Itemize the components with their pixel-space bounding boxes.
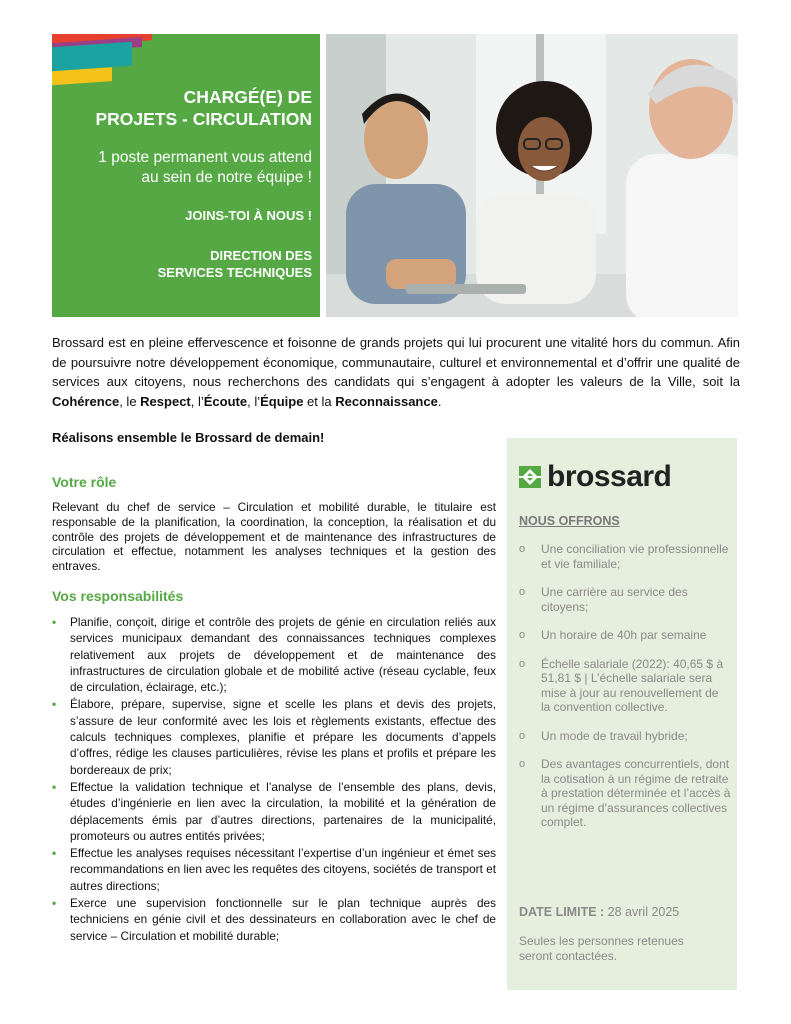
responsibilities-heading: Vos responsabilités	[52, 587, 184, 604]
list-item	[52, 895, 496, 944]
hero-title-block	[52, 34, 320, 317]
job-title	[57, 86, 312, 130]
intro-sep: et la	[303, 393, 336, 409]
intro-text: Brossard est en pleine effervescence et foisonne de grands projets qui lui procurent une vitalité hors du commun. Afin de poursuivre notre développement économique, communautaire, culturel et environnemental et d’offrir une qualité de services aux citoyens, nous recherchons des candidats qui s’engagent à adopter les valeurs de la Ville, soit la	[52, 335, 740, 389]
job-details	[52, 474, 496, 945]
list-item-text: Effectue les analyses requises nécessitant l’expertise d’un ingénieur et émet ses recommandations en lien avec les requêtes des citoyens, sociétés de transport et autres directions;	[70, 846, 496, 893]
role-description: Relevant du chef de service – Circulation et mobilité durable, le titulaire est responsable de la planification, la coordination, la conception, la réalisation et du contrôle des projets de développement et de maintenance des infrastructures de circulation et effectue, notamment les analyses techniques et la gestion des entraves.	[52, 500, 496, 574]
list-item-text: Effectue la validation technique et l’analyse de l’ensemble des plans, devis, études d’ingénierie en lien avec la circulation, la mobilité et la génération de déplacements émis par d’autres directions, partenaires de la municipalité, promoteurs ou autres entités privées;	[70, 779, 496, 843]
brossard-logo-icon	[519, 466, 541, 488]
bullet-icon: •	[52, 697, 57, 712]
hero-text	[57, 86, 312, 281]
offers-list	[519, 542, 731, 844]
list-item-text: Exerce une supervision fonctionnelle sur le plan technique auprès des techniciens en génie civil et des dessinateurs en collaboration avec le chef de service – Circulation et mobilité durable;	[70, 896, 496, 943]
circle-bullet-icon: o	[519, 586, 526, 598]
circle-bullet-icon: o	[519, 629, 526, 641]
list-item	[52, 779, 496, 844]
selection-note: Seules les personnes retenues seront contactées.	[519, 934, 684, 963]
circle-bullet-icon: o	[519, 758, 526, 770]
offer-heading: NOUS OFFRONS	[519, 514, 620, 528]
list-item	[52, 614, 496, 695]
list-item-text: Une conciliation vie professionnelle et vie familiale;	[541, 542, 729, 571]
tagline: Réalisons ensemble le Brossard de demain!	[52, 430, 325, 445]
list-item	[52, 845, 496, 894]
deadline-value: 28 avril 2025	[607, 905, 680, 919]
intro-paragraph	[52, 333, 740, 411]
value-coherence: Cohérence	[52, 393, 120, 409]
department-line2: SERVICES TECHNIQUES	[157, 265, 312, 280]
join-us-callout: JOINS-TOI À NOUS !	[185, 208, 312, 223]
hero-subtitle-line1: 1 poste permanent vous attend	[98, 149, 312, 166]
hero-subtitle	[57, 148, 312, 188]
bullet-icon: •	[52, 846, 57, 861]
deadline-label: DATE LIMITE :	[519, 905, 605, 919]
responsibilities-list	[52, 614, 496, 944]
team-photo-illustration	[326, 34, 738, 317]
list-item	[519, 757, 731, 830]
list-item	[519, 542, 731, 571]
department-line1: DIRECTION DES	[210, 248, 312, 263]
list-item	[52, 696, 496, 777]
circle-bullet-icon: o	[519, 729, 526, 742]
value-reconnaissance: Reconnaissance	[335, 393, 438, 409]
job-title-line2: PROJETS - CIRCULATION	[95, 109, 312, 129]
intro-end: .	[437, 393, 442, 409]
value-equipe: Équipe	[260, 393, 304, 409]
brossard-logo-text: brossard	[547, 460, 672, 493]
role-heading: Votre rôle	[52, 474, 117, 490]
list-item-text: Élabore, prépare, supervise, signe et scelle les plans et devis des projets, s’assure de leur conformité avec les lois et règlements existants, effectue des calculs techniques complexes, planifie et prépare les documents d’appels d’offres, rédige les clauses particulières, révise les plans et profils et prépare les bordereaux de prix;	[70, 697, 496, 777]
list-item-text: Planifie, conçoit, dirige et contrôle des projets de génie en circulation reliés aux services municipaux demandant des connaissances techniques complexes relativement aux projets de développement et de maintenance des infrastructures de circulation globale et de mobilité active (réseau cyclable, feux de circulation, éclairage, etc.);	[70, 614, 496, 695]
list-item	[519, 585, 731, 614]
value-ecoute: Écoute	[203, 393, 248, 409]
bullet-icon: •	[52, 896, 57, 911]
team-photo	[326, 34, 738, 317]
bullet-icon: •	[52, 614, 57, 629]
circle-bullet-icon: o	[519, 543, 526, 555]
bullet-icon: •	[52, 779, 57, 794]
department-name	[57, 247, 312, 281]
list-item	[519, 729, 731, 744]
brossard-logo	[519, 460, 672, 493]
list-item-text: Un mode de travail hybride;	[541, 728, 688, 743]
intro-sep: , l’	[190, 393, 204, 409]
hero-banner	[52, 34, 738, 317]
circle-bullet-icon: o	[519, 657, 526, 670]
deadline	[519, 905, 679, 919]
hero-subtitle-line2: au sein de notre équipe !	[141, 169, 312, 186]
offer-panel	[507, 438, 737, 990]
job-title-line1: CHARGÉ(E) DE	[183, 87, 312, 107]
decorative-stripe	[52, 67, 112, 86]
list-item	[519, 628, 731, 643]
list-item-text: Une carrière au service des citoyens;	[541, 585, 688, 614]
intro-sep: , l’	[247, 393, 261, 409]
value-respect: Respect	[140, 393, 191, 409]
list-item-text: Un horaire de 40h par semaine	[541, 628, 707, 642]
list-item-text: Des avantages concurrentiels, dont la cotisation à un régime de retraite à prestation déterminée et l’accès à un régime d’assurances collectives complet.	[541, 757, 731, 829]
intro-sep: , le	[119, 393, 141, 409]
list-item-text: Échelle salariale (2022): 40,65 $ à 51,81 $ | L’échelle salariale sera mise à jour au renouvellement de la convention collective.	[541, 656, 724, 714]
list-item	[519, 657, 731, 715]
